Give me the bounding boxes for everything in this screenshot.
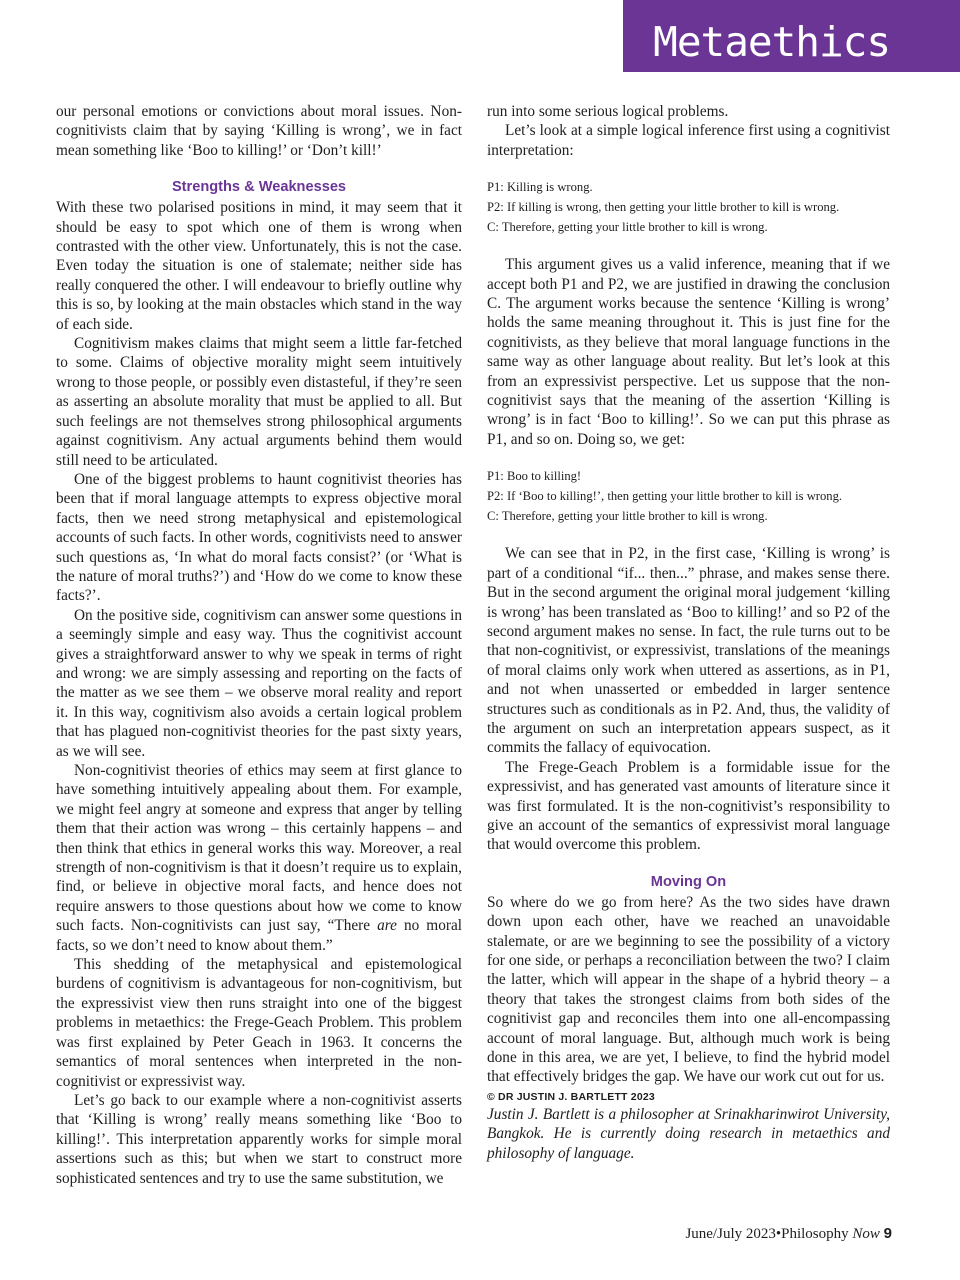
magazine-name-emphasis: Now [852, 1226, 880, 1242]
paragraph-text: Non-cognitivist theories of ethics may seem at first glance to have something intuitively appealing about them. For example, we might feel angry at someone and express that anger by telling them that their action was wrong – this certainly happens – and then think that ethics in general works this way. Moreover, a real strength of non-cognitivism is that it doesn’t require us to explain, find, or believe in objective moral facts, and hence does not require answers to those questions about how we come to know such facts. Non-cognitivists can just say, “There [56, 762, 462, 935]
premise-line: P2: If ‘Boo to killing!’, then getting your little brother to kill is wrong. [487, 489, 843, 504]
left-column [56, 102, 462, 1188]
premise-line: P2: If killing is wrong, then getting your little brother to kill is wrong. [487, 200, 840, 215]
emphasis-text: are [377, 917, 397, 935]
author-bio: Justin J. Bartlett is a philosopher at Srinakharinwirot University, Bangkok. He is currently doing research in metaethics and philosophy of language. [487, 1105, 890, 1162]
paragraph: our personal emotions or convictions about moral issues. Non-cognitivists claim that by saying ‘Killing is wrong’, we in fact mean something like ‘Boo to killing!’ or ‘Don’t kill!’ [56, 103, 462, 159]
paragraph [56, 761, 462, 955]
paragraph: Let’s look at a simple logical inference first using a cognitivist interpretation: [487, 122, 890, 159]
magazine-name: Philosophy [781, 1226, 849, 1242]
copyright-line: © DR JUSTIN J. BARTLETT 2023 [487, 1090, 655, 1103]
argument-expressivist [487, 466, 890, 526]
paragraph: So where do we go from here? As the two sides have drawn down upon each other, have we reached an unavoidable stalemate, or are we beginning to see the possibility of a victory for one side, or perhaps a reconciliation between the two? I claim the latter, which will appear in the shape of a hybrid theory – a theory that takes the strongest claims from both sides of the cognitivist gap and reconciles them into one all-encompassing account of moral language. But, although much work is being done in this area, we are yet, I believe, to find the hybrid model that effectively bridges the gap. We have our work cut out for us. [487, 893, 890, 1086]
paragraph: This argument gives us a valid inference, meaning that if we accept both P1 and P2, we are justified in drawing the conclusion C. The argument works because the sentence ‘Killing is wrong’ holds the same meaning throughout it. This is just fine for the cognitivists, as they believe that moral language functions in the same way as other language about reality. But let’s look at this from an expressivist perspective. Let us suppose that the non-cognitivist says that the meaning of the assertion ‘Killing is wrong’ is in fact ‘Boo to killing!’. So we can put this phrase as P1, and so on. Doing so, we get: [487, 256, 890, 448]
paragraph: The Frege-Geach Problem is a formidable issue for the expressivist, and has generated vast amounts of literature since it was first formulated. It is the non-cognitivist’s responsibility to give an account of the semantics of expressivist moral language that would overcome this problem. [487, 758, 890, 854]
issue-date: June/July 2023 [685, 1226, 776, 1242]
paragraph: We can see that in P2, in the first case, ‘Killing is wrong’ is part of a conditional “if... then...” phrase, and makes sense there. But in the second argument the original moral judgement ‘killing is wrong’ has been translated as ‘Boo to killing!’ and so P2 of the second argument makes no sense. In fact, the rule turns out to be that non-cognitivist, or expressivist, translations of the meanings of moral claims only work when uttered as assertions, as in P1, and not when unasserted or embedded in larger sentence structures such as conditionals as in P2. And, thus, the validity of the argument on such an interpretation appears suspect, as it commits the fallacy of equivocation. [487, 545, 890, 757]
conclusion-line: C: Therefore, getting your little brother to kill is wrong. [487, 509, 768, 524]
premise-line: P1: Boo to killing! [487, 469, 582, 484]
paragraph: One of the biggest problems to haunt cognitivist theories has been that if moral language attempts to express objective moral facts, then we need strong metaphysical and epistemological accounts of such facts. In other words, cognitivists need to answer such questions as, ‘In what do moral facts consist?’ (or ‘What is the nature of moral truths?’) and ‘How do we come to know these facts?’. [56, 470, 462, 605]
section-title: Metaethics [653, 18, 890, 66]
paragraph: run into some serious logical problems. [487, 103, 729, 120]
paragraph: Cognitivism makes claims that might seem a little far-fetched to some. Claims of objective morality might seem intuitively wrong to those people, or possibly even distasteful, if they’re seen as asserting an absolute morality that must be applied to all. But such feelings are not themselves strong philosophical arguments against cognitivism. Any actual arguments behind them would still need to be articulated. [56, 335, 462, 469]
bullet-separator: • [775, 1226, 782, 1242]
heading-moving-on: Moving On [650, 873, 727, 890]
page-number: 9 [883, 1225, 892, 1242]
right-column [487, 102, 890, 1163]
paragraph-text: no moral facts, so we don’t need to know about them.” [56, 917, 462, 954]
paragraph: Let’s go back to our example where a non-cognitivist asserts that ‘Killing is wrong’ really means something like ‘Boo to killing!’. This interpretation apparently works for simple moral assertions such as this; but when we start to construct more sophisticated sentences and try to use the same substitution, we [56, 1091, 462, 1187]
premise-line: P1: Killing is wrong. [487, 180, 593, 195]
heading-strengths-weaknesses: Strengths & Weaknesses [171, 179, 347, 196]
argument-cognitivist [487, 177, 890, 237]
paragraph: On the positive side, cognitivism can answer some questions in a seemingly simple and easy way. Thus the cognitivist account gives a straightforward answer to why we speak in terms of right and wrong: we are simply assessing and reporting on the facts of the matter as we see them – we observe moral reality and report it. In this way, cognitivism also avoids a certain logical problem that has plagued non-cognitivist theories for the past sixty years, as we will see. [56, 606, 462, 760]
paragraph: With these two polarised positions in mind, it may seem that it should be easy to spot which one of them is wrong when contrasted with the other view. Unfortunately, this is not the case. Even today the situation is one of stalemate; neither side has really conquered the other. I will endeavour to briefly outline why this is so, by looking at the main obstacles which stand in the way of each side. [56, 199, 462, 333]
page-footer [685, 1225, 892, 1243]
section-banner [623, 0, 960, 72]
conclusion-line: C: Therefore, getting your little brother to kill is wrong. [487, 220, 768, 235]
paragraph: This shedding of the metaphysical and epistemological burdens of cognitivism is advantageous for non-cognitivism, but the expressivist view then runs straight into one of the biggest problems in metaethics: the Frege-Geach Problem. This problem was first explained by Peter Geach in 1963. It concerns the semantics of moral sentences when interpreted in the non-cognitivist or expressivist way. [56, 956, 462, 1090]
